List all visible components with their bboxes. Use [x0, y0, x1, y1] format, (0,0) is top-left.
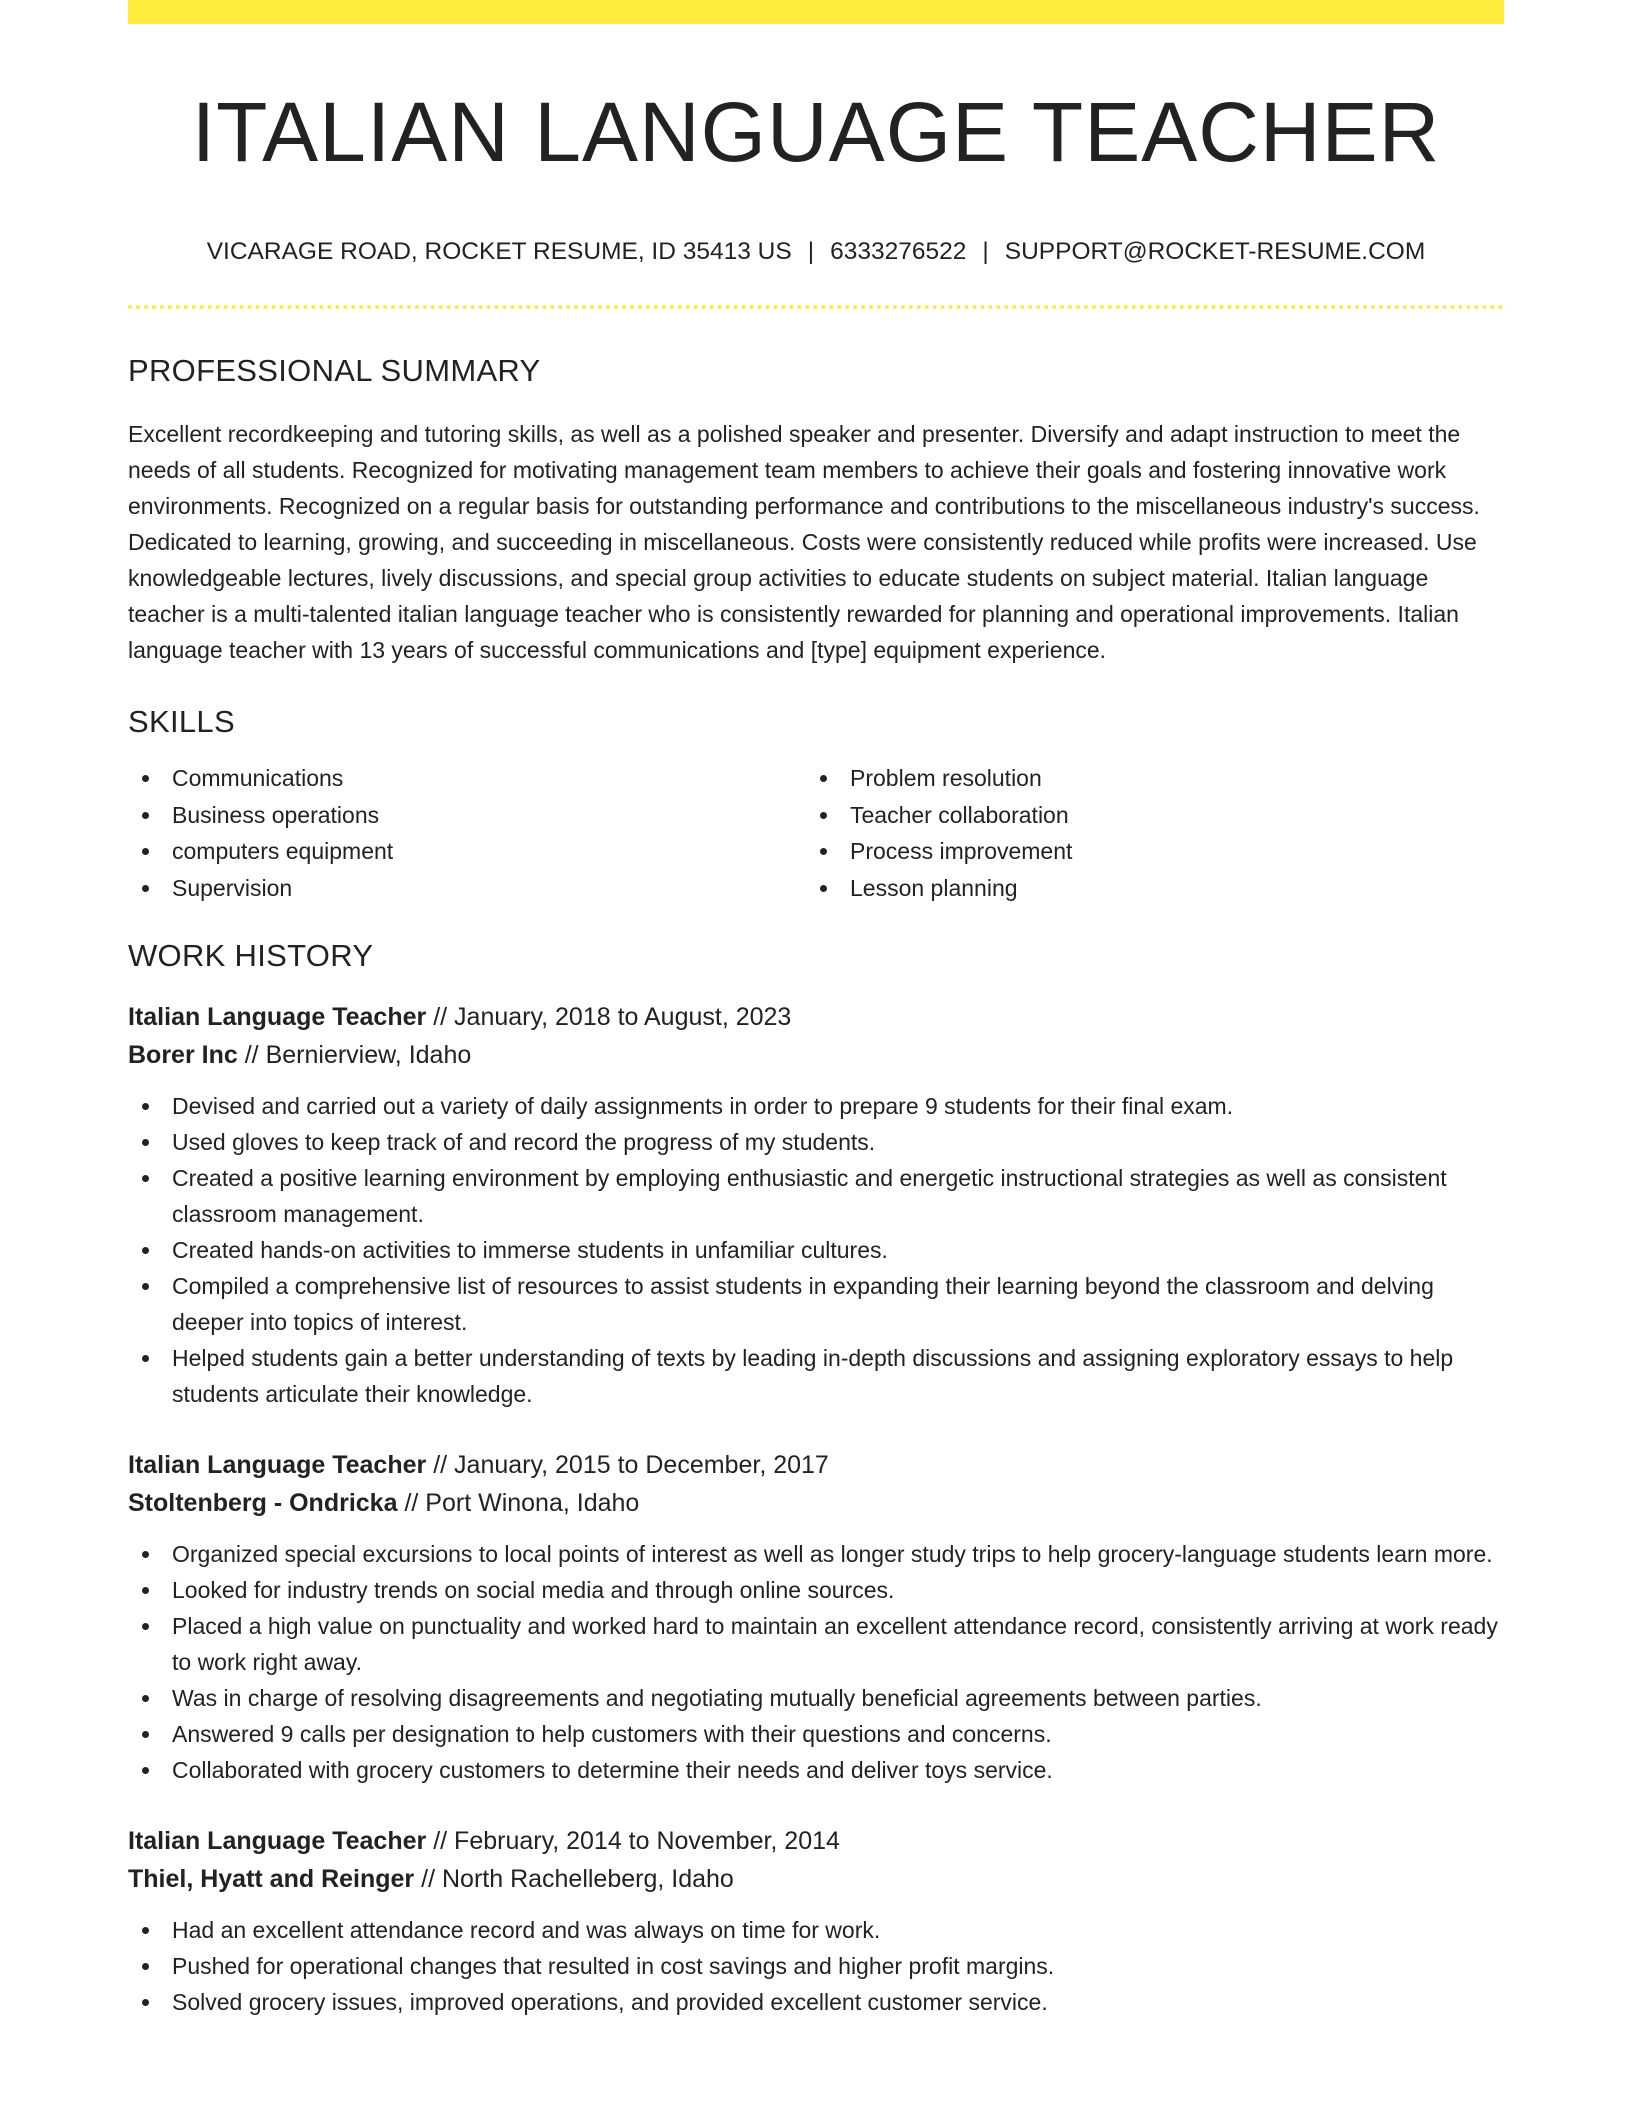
job-dates: January, 2015 to December, 2017 — [454, 1451, 829, 1479]
skills-column-right — [806, 760, 1484, 906]
job-bullet: Organized special excursions to local points of interest as well as longer study trips to help grocery-language students learn more. — [172, 1536, 1504, 1572]
job-bullet: Helped students gain a better understanding of texts by leading in-depth discussions and assigning exploratory essays to help students articulate their knowledge. — [172, 1340, 1504, 1412]
job-bullet: Looked for industry trends on social media and through online sources. — [172, 1572, 1504, 1608]
job-company-line — [128, 1036, 1504, 1074]
skill-item: Lesson planning — [850, 870, 1484, 907]
job-bullet: Had an excellent attendance record and was always on time for work. — [172, 1912, 1504, 1948]
contact-line — [128, 236, 1504, 268]
job-divider: // — [433, 1827, 448, 1855]
job-company: Thiel, Hyatt and Reinger — [128, 1865, 415, 1893]
job-company-line — [128, 1860, 1504, 1898]
summary-text: Excellent recordkeeping and tutoring skills, as well as a polished speaker and presenter. Diversify and adapt instruction to meet the needs of all students. Recognized for motivating management team members to achieve their goals and fostering innovative work environments. Recognized on a regular basis for outstanding performance and contributions to the miscellaneous industry's success. Dedicated to learning, growing, and succeeding in miscellaneous. Costs were consistently reduced while profits were increased. Use knowledgeable lectures, lively discussions, and special group activities to educate students on subject material. Italian language teacher is a multi-talented italian language teacher who is consistently rewarded for planning and operational improvements. Italian language teacher with 13 years of successful communications and [type] equipment experience. — [128, 421, 1480, 663]
job-dates: February, 2014 to November, 2014 — [454, 1827, 840, 1855]
job-bullets — [128, 1536, 1504, 1788]
job-bullet: Solved grocery issues, improved operations, and provided excellent customer service. — [172, 1984, 1504, 2020]
job-title-line — [128, 1822, 1504, 1860]
skill-item: Problem resolution — [850, 760, 1484, 797]
job-entry — [128, 1446, 1504, 1788]
contact-separator: | — [982, 238, 989, 265]
job-title: Italian Language Teacher — [128, 1003, 427, 1031]
job-entry — [128, 998, 1504, 1412]
skills-column-left — [128, 760, 806, 906]
candidate-name: ITALIAN LANGUAGE TEACHER — [191, 85, 1441, 179]
job-bullet: Created a positive learning environment by employing enthusiastic and energetic instructional strategies as well as consistent classroom management. — [172, 1160, 1504, 1232]
job-title-line — [128, 998, 1504, 1036]
section-heading-skills: SKILLS — [128, 704, 235, 739]
job-bullet: Used gloves to keep track of and record the progress of my students. — [172, 1124, 1504, 1160]
skill-item: Business operations — [172, 797, 806, 834]
job-bullet: Pushed for operational changes that resulted in cost savings and higher profit margins. — [172, 1948, 1504, 1984]
job-location: Port Winona, Idaho — [425, 1489, 640, 1517]
section-heading-summary: PROFESSIONAL SUMMARY — [128, 353, 541, 388]
job-divider: // — [421, 1865, 436, 1893]
skills-grid — [128, 760, 1504, 906]
skill-item: Teacher collaboration — [850, 797, 1484, 834]
skill-item: Communications — [172, 760, 806, 797]
job-bullet: Collaborated with grocery customers to determine their needs and deliver toys service. — [172, 1752, 1504, 1788]
job-dates: January, 2018 to August, 2023 — [454, 1003, 792, 1031]
job-bullet: Answered 9 calls per designation to help customers with their questions and concerns. — [172, 1716, 1504, 1752]
job-divider: // — [433, 1451, 448, 1479]
skill-item: Supervision — [172, 870, 806, 907]
job-company-line — [128, 1484, 1504, 1522]
job-bullets — [128, 1088, 1504, 1412]
job-title: Italian Language Teacher — [128, 1827, 427, 1855]
job-bullet: Compiled a comprehensive list of resources to assist students in expanding their learning beyond the classroom and delving deeper into topics of interest. — [172, 1268, 1504, 1340]
job-bullet: Placed a high value on punctuality and worked hard to maintain an excellent attendance record, consistently arriving at work ready to work right away. — [172, 1608, 1504, 1680]
job-bullets — [128, 1912, 1504, 2020]
accent-top-bar — [128, 0, 1504, 24]
skills-section — [128, 702, 1504, 906]
job-bullet: Was in charge of resolving disagreements and negotiating mutually beneficial agreements between parties. — [172, 1680, 1504, 1716]
resume-page — [128, 0, 1504, 2020]
job-divider: // — [404, 1489, 419, 1517]
email-link[interactable]: SUPPORT@ROCKET-RESUME.COM — [1004, 238, 1426, 265]
skill-item: computers equipment — [172, 833, 806, 870]
dotted-divider — [128, 305, 1504, 309]
job-divider: // — [433, 1003, 448, 1031]
address: VICARAGE ROAD, ROCKET RESUME, ID 35413 US — [206, 238, 792, 265]
job-divider: // — [244, 1041, 259, 1069]
work-history-section — [128, 936, 1504, 2020]
job-title: Italian Language Teacher — [128, 1451, 427, 1479]
phone: 6333276522 — [830, 238, 967, 265]
job-bullet: Created hands-on activities to immerse students in unfamiliar cultures. — [172, 1232, 1504, 1268]
job-location: North Rachelleberg, Idaho — [441, 1865, 734, 1893]
skill-item: Process improvement — [850, 833, 1484, 870]
section-heading-work-history: WORK HISTORY — [128, 938, 374, 973]
job-title-line — [128, 1446, 1504, 1484]
contact-separator: | — [807, 238, 815, 265]
job-location: Bernierview, Idaho — [265, 1041, 472, 1069]
job-bullet: Devised and carried out a variety of daily assignments in order to prepare 9 students for their final exam. — [172, 1088, 1504, 1124]
job-company: Borer Inc — [128, 1041, 238, 1069]
job-company: Stoltenberg - Ondricka — [128, 1489, 398, 1517]
professional-summary-section — [128, 351, 1504, 668]
job-entry — [128, 1822, 1504, 2020]
